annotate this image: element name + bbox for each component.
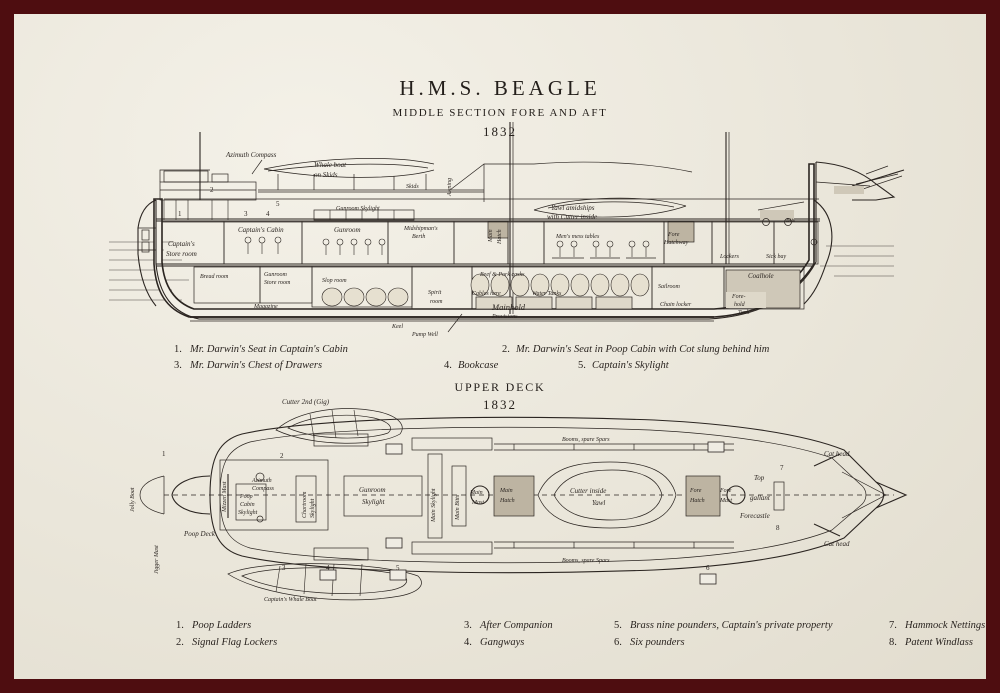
callout-upper-8: 8 [776, 524, 780, 532]
label-bread-room: Bread room [200, 274, 229, 280]
callout-upper-3: 3 [282, 564, 286, 572]
label-chain-locker: Chain locker [660, 302, 692, 308]
booms-rail-bottom [494, 542, 734, 548]
label-gallant: gallant [750, 494, 770, 502]
legend-text: Captain's Skylight [592, 360, 669, 371]
legend-num: 5. [614, 620, 622, 631]
keel-label: Keel [392, 324, 403, 330]
fore-hatch-plan [686, 476, 720, 516]
label-captains-cabin: Captain's Cabin [238, 226, 284, 234]
jolly-boat-outline [140, 476, 164, 514]
bowsprit-detail [866, 166, 888, 174]
label-main-mast-2: Mast [472, 500, 484, 506]
legend-num: 3. [174, 360, 182, 371]
figures-gunroom [245, 237, 385, 255]
label-poop-deck: Poop Deck [184, 530, 215, 538]
label-fore-hatchway-1: Fore [668, 232, 680, 238]
label-main-hatch-1: Main [488, 229, 494, 242]
label-fore-mast-1: Fore [720, 488, 732, 494]
callout-upper-5: 5 [396, 564, 400, 572]
legend-row [164, 344, 864, 360]
label-gunroom-store-1: Gunroom [264, 272, 287, 278]
label-cables-here: Cables here [472, 291, 501, 297]
legend-text: Six pounders [630, 637, 685, 648]
legend-num: 8. [889, 637, 897, 648]
label-jolly-boat: Jolly Boat [130, 487, 136, 512]
legend-row [164, 620, 986, 637]
label-fore-hold-1: Fore- [732, 294, 746, 300]
booms-rail-top [494, 444, 734, 450]
label-water-tanks: Water Tanks [532, 291, 562, 297]
legend-text: Gangways [480, 637, 525, 648]
legend-num: 2. [502, 344, 510, 355]
label-sailroom: Sailroom [658, 284, 680, 290]
label-yawl-amidships: Yawl amidships [551, 204, 595, 212]
label-captains-whale-boat: Captain's Whale Boat [264, 597, 317, 603]
label-skids: Skids [406, 184, 419, 190]
legend-num: 4. [444, 360, 452, 371]
label-gunroom-skylight-2: Skylight [362, 498, 385, 506]
label-tank: Tank [738, 310, 750, 316]
callout-middle-1: 1 [178, 210, 182, 218]
label-main-bitts: Main Bitts [455, 494, 461, 520]
label-lockers: Lockers [720, 254, 739, 260]
label-spirit-room-1: Spirit [428, 290, 442, 296]
page-subtitle: MIDDLE SECTION FORE AND AFT [392, 107, 608, 119]
label-cutter-inside: with Cutter inside [547, 213, 598, 221]
legend-num: 1. [176, 620, 184, 631]
legend-row [164, 360, 864, 376]
gunroom-skylight-plan [344, 476, 422, 516]
label-cutter-yawl-1: Cutter inside [570, 487, 607, 495]
legend-text: Mr. Darwin's Seat in Captain's Cabin [190, 344, 348, 355]
legend-text: Brass nine pounders, Captain's private property [630, 620, 833, 631]
label-poop-cabin-3: Skylight [238, 510, 258, 516]
label-gunroom-skylight: Gunroom Skylight [336, 206, 380, 212]
legend-num: 2. [176, 637, 184, 648]
whale-boat-outline [264, 158, 434, 169]
label-midshipmans-2: Berth [412, 234, 426, 240]
legend-num: 3. [464, 620, 472, 631]
legend-num: 7. [889, 620, 897, 631]
label-poop-cabin-1: Poop [240, 494, 253, 500]
upper-deck-legend [164, 620, 986, 654]
leader-azimuth [252, 160, 262, 174]
label-fore-hatch-1: Fore [690, 488, 702, 494]
legend-text: Mr. Darwin's Seat in Poop Cabin with Cot slung behind him [516, 344, 770, 355]
label-cutter-yawl-2: Yawl [592, 499, 606, 507]
year-label-upper: 1832 [483, 397, 517, 412]
stern-windows [142, 230, 149, 252]
legend-text: Poop Ladders [192, 620, 252, 631]
label-main-skylight: Main Skylight [431, 488, 437, 522]
label-fore-hold-2: hold [734, 302, 745, 308]
callout-upper-1: 1 [162, 450, 166, 458]
label-coalhole: Coalhole [748, 272, 774, 280]
label-main-hatch-plan-1: Main [500, 488, 513, 494]
skid-posts [278, 174, 426, 190]
label-booms-top: Booms, spare Spars [562, 437, 610, 443]
upper-deck-title: UPPER DECK [454, 380, 546, 394]
label-slop-room: Slop room [322, 278, 347, 284]
label-captains-store-room-2: Store room [166, 250, 197, 258]
label-top: Top [754, 474, 765, 482]
legend-text: After Companion [480, 620, 553, 631]
legend-num: 4. [464, 637, 472, 648]
cask-row-lower [322, 288, 408, 306]
callout-upper-4: 4 [326, 564, 330, 572]
label-chartroom-1: Chartroom [302, 491, 308, 518]
label-gunroom-store-2: Store room [264, 280, 291, 286]
callout-middle-4: 4 [266, 210, 270, 218]
middle-section-legend [164, 344, 864, 376]
year-label-middle: 1832 [483, 124, 517, 139]
label-midshipmans-1: Midshipman's [404, 226, 438, 232]
label-main-hatch-plan-2: Hatch [500, 498, 515, 504]
label-awning: Awning [447, 177, 453, 196]
engraving-plate [14, 14, 986, 679]
label-azimuth-1: Azimuth [252, 478, 272, 484]
label-fore-mast-2: Mast [720, 498, 732, 504]
label-spirit-room-2: room [430, 299, 443, 305]
label-pump-well: Pump Well [412, 332, 438, 338]
legend-text: Bookcase [458, 360, 499, 371]
label-cat-head-top: Cat head [824, 450, 850, 458]
callout-middle-2: 2 [210, 186, 214, 194]
main-hatch-plan [494, 476, 534, 516]
label-main-hatch-2: Hatch [497, 229, 503, 244]
awning-top [534, 162, 692, 172]
label-bits: Bits [786, 218, 796, 224]
label-gunroom-skylight-1: Gunroom [359, 486, 386, 494]
label-magazine: Magazine [254, 304, 278, 310]
legend-num: 6. [614, 637, 622, 648]
callout-middle-5: 5 [276, 200, 280, 208]
stern-rails [164, 200, 228, 220]
label-jigger-mast: Jigger Mast [154, 545, 160, 574]
label-cutter-gig: Cutter 2nd (Gig) [282, 398, 330, 406]
label-booms-bottom: Booms, spare Spars [562, 558, 610, 564]
label-fore-hatch-2: Hatch [690, 498, 705, 504]
poop-structure [160, 170, 256, 200]
legend-row [164, 637, 973, 654]
legend-text: Signal Flag Lockers [192, 637, 278, 648]
label-provisions: Provisions [492, 314, 518, 320]
label-mizzen-mast: Mizzen Mast [222, 481, 228, 512]
page-title: H.M.S. BEAGLE [399, 76, 601, 100]
label-fore-hatchway-2: Hatchway [664, 240, 689, 246]
label-mens-mess-tables: Men's mess tables [556, 234, 600, 240]
cat-head-bottom-line [814, 524, 840, 536]
label-azimuth-compass: Azimuth Compass [226, 151, 277, 159]
waterline-hatching-right [820, 246, 894, 276]
label-poop-cabin-2: Cabin [240, 502, 255, 508]
label-chartroom-2: Skylight [310, 498, 316, 518]
label-cat-head-bottom: Cat head [824, 540, 850, 548]
legend-text: Mr. Darwin's Chest of Drawers [190, 360, 323, 371]
gangways-plan [314, 434, 492, 560]
label-gunroom: Gunroom [334, 226, 361, 234]
legend-text: Hammock Nettings [905, 620, 986, 631]
callout-middle-3: 3 [244, 210, 248, 218]
legend-num: 5. [578, 360, 586, 371]
label-main-mast-1: Main [470, 490, 483, 496]
label-mainhold: Mainhold [492, 302, 526, 312]
label-on-skids: on Skids [314, 171, 338, 179]
bow-profile [816, 162, 894, 200]
compass-pivot [257, 516, 263, 522]
whale-boat-hull [264, 169, 434, 177]
legend-num: 1. [174, 344, 182, 355]
whale-boat-sheer [268, 164, 428, 171]
legend-text: Patent Windlass [905, 637, 973, 648]
label-sick-bay: Sick bay [766, 254, 787, 260]
patent-windlass-plan [774, 482, 784, 510]
callout-upper-7: 7 [780, 464, 784, 472]
label-beef-pork-casks: Beef & Pork casks [480, 272, 525, 278]
callout-upper-6: 6 [706, 564, 710, 572]
label-captains-store-room-1: Captain's [168, 240, 195, 248]
label-whale-boat: Whale boat [314, 161, 347, 169]
awning-line [450, 164, 534, 190]
label-forecastle: Forecastle [740, 512, 770, 520]
label-azimuth-2: Compass [252, 486, 275, 492]
callout-upper-2: 2 [280, 452, 284, 460]
